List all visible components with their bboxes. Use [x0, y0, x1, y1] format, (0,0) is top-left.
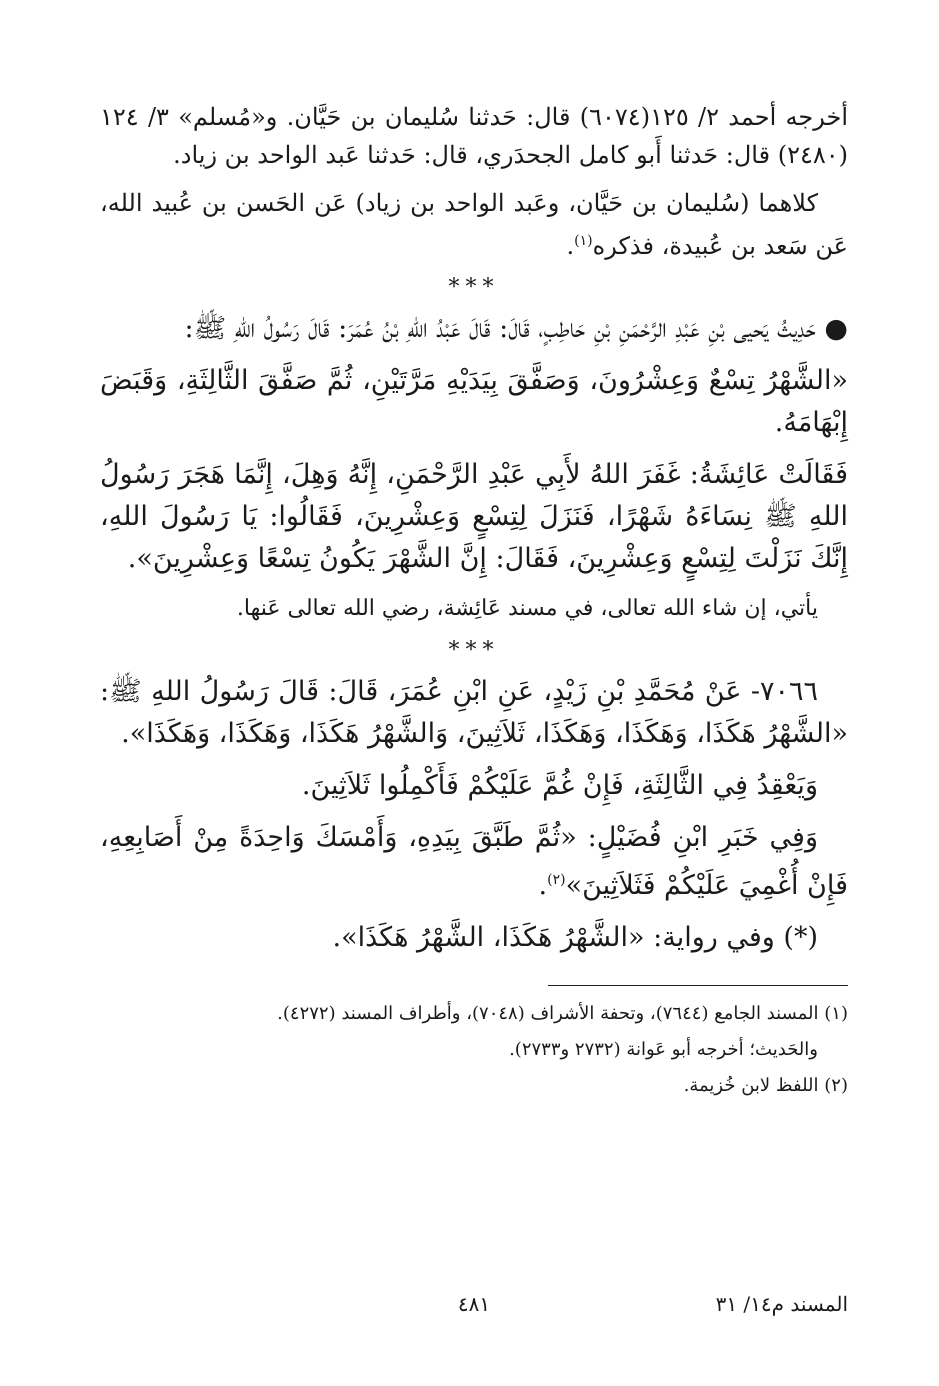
chain-text: كلاهما (سُليمان بن حَيَّان، وعَبد الواحد بن زياد) عَن الحَسن بن عُبيد الله، عَن سَعد بن عُبيدة، فذكره [100, 189, 848, 260]
section-separator-1: *** [448, 275, 500, 300]
footnote-divider [548, 985, 848, 986]
riwaya-variant: (*) وفي رواية: «الشَّهْرُ هَكَذَا، الشَّهْرُ هَكَذَا». [332, 922, 818, 953]
section-separator-2: *** [448, 638, 500, 663]
hadith-text: «الشَّهْرُ تِسْعٌ وَعِشْرُونَ، وَصَفَّقَ بِيَدَيْهِ مَرَّتَيْنِ، ثُمَّ صَفَّقَ الثَّالِثَةِ، وَقَبَضَ إِبْهَامَهُ. [100, 365, 848, 438]
page-number: ٤٨١ [457, 1292, 491, 1316]
hadith-intro: ● حَدِيثُ يَحيى بْنِ عَبْدِ الرَّحْمَنِ بْنِ حَاطِبٍ، قَالَ: قَالَ عَبْدُ اللهِ بْنُ عُمَرَ: قَالَ رَسُولُ اللهِ ﷺ: [184, 313, 848, 344]
page-body [100, 98, 848, 1104]
ibn-fudayl-variant [100, 817, 848, 907]
period: . [538, 870, 548, 901]
takhrij-text: أخرجه أحمد ٢/ ١٢٥(٦٠٧٤) قال: حَدثنا سُليمان بن حَيَّان. و«مُسلم» ٣/ ١٢٤ (٢٤٨٠) قال: حَدثنا أَبو كامل الجحدَري، قال: حَدثنا عَبد الواحد بن زياد. [100, 103, 848, 169]
period: . [566, 232, 575, 260]
footnote-1: (١) المسند الجامع (٧٦٤٤)، وتحفة الأشراف (٧٠٤٨)، وأطراف المسند (٤٢٧٢). [277, 1003, 848, 1024]
volume-label: المسند م١٤/ ٣١ [715, 1292, 848, 1316]
footnote-2: (٢) اللفظ لابن خُزيمة. [683, 1075, 848, 1096]
chain-paragraph [100, 184, 848, 265]
hadith-continuation: وَيَعْقِدُ فِي الثَّالِثَةِ، فَإِنْ غُمَّ عَلَيْكُمْ فَأَكْمِلُوا ثَلاَثِينَ. [301, 770, 818, 801]
footnote-ref-2: (٢) [547, 872, 566, 888]
cross-reference-note: يأتي، إن شاء الله تعالى، في مسند عَائِشة، رضي الله تعالى عَنها. [236, 596, 818, 621]
footnote-1-continuation: والحَديث؛ أخرجه أبو عَوانة (٢٧٣٢ و٢٧٣٣). [509, 1039, 818, 1060]
footnote-ref-1: (١) [574, 233, 593, 249]
aisha-response: فَقَالَتْ عَائِشَةُ: غَفَرَ اللهُ لأَبِي عَبْدِ الرَّحْمَنِ، إِنَّهُ وَهِلَ، إِنَّمَا هَجَرَ رَسُولُ اللهِ ﷺ نِسَاءَهُ شَهْرًا، فَنَزَلَ لِتِسْعٍ وَعِشْرِينَ، فَقَالُوا: يَا رَسُولَ اللهِ، إِنَّكَ نَزَلْتَ لِتِسْعٍ وَعِشْرِينَ، فَقَالَ: إِنَّ الشَّهْرَ يَكُونُ تِسْعًا وَعِشْرِينَ». [100, 459, 848, 574]
takhrij-paragraph [100, 98, 848, 174]
ibn-fudayl-text: وَفِي خَبَرِ ابْنِ فُضَيْلٍ: «ثُمَّ طَبَّقَ بِيَدِهِ، وَأَمْسَكَ وَاحِدَةً مِنْ أَصَابِعِهِ، فَإِنْ أُغْمِيَ عَلَيْكُمْ فَثَلاَثِينَ» [100, 822, 848, 901]
page-footer [100, 1292, 848, 1328]
hadith-7066: ٧٠٦٦- عَنْ مُحَمَّدِ بْنِ زَيْدٍ، عَنِ ابْنِ عُمَرَ، قَالَ: قَالَ رَسُولُ اللهِ ﷺ: «الشَّهْرُ هَكَذَا، وَهَكَذَا، وَهَكَذَا، ثَلاَثِينَ، وَالشَّهْرُ هَكَذَا، وَهَكَذَا، وَهَكَذَا». [100, 676, 848, 749]
